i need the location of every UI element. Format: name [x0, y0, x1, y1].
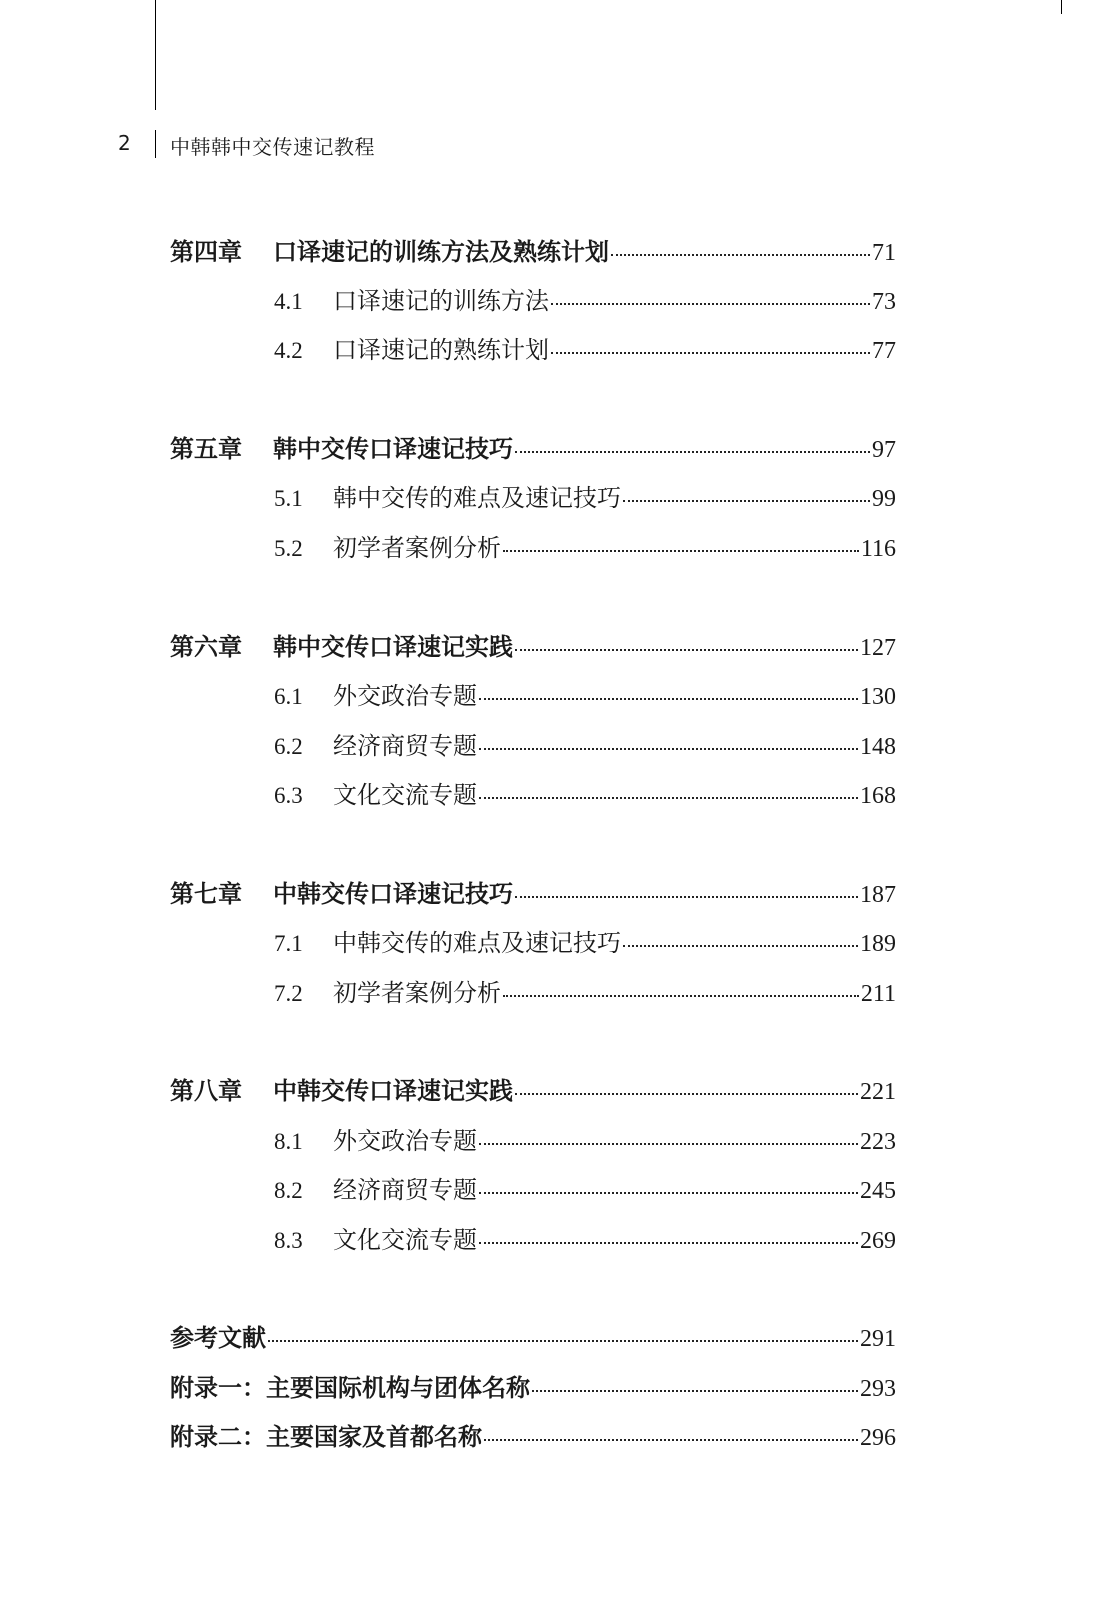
dot-leader — [503, 994, 859, 997]
dot-leader — [551, 302, 870, 305]
page-ref: 221 — [860, 1079, 896, 1105]
page-ref: 296 — [860, 1425, 896, 1451]
section-title: 初学者案例分析 — [333, 534, 501, 562]
dot-leader — [484, 1438, 858, 1441]
chapter-label: 第五章 — [170, 434, 242, 463]
dot-leader — [479, 697, 858, 700]
page-ref: 211 — [860, 981, 896, 1007]
header-divider — [155, 130, 156, 158]
dot-leader — [503, 549, 859, 552]
section-title: 口译速记的熟练计划 — [333, 336, 549, 364]
page-ref: 293 — [860, 1376, 896, 1402]
dot-leader — [479, 1241, 858, 1244]
toc-section-7-2[interactable] — [274, 973, 896, 1013]
page-ref: 77 — [872, 338, 896, 364]
section-number: 7.1 — [274, 931, 303, 956]
chapter-title: 口译速记的训练方法及熟练计划 — [273, 237, 609, 266]
dot-leader — [532, 1389, 858, 1392]
dot-leader — [479, 1191, 858, 1194]
section-number: 8.2 — [274, 1178, 303, 1203]
page-ref: 127 — [860, 635, 896, 661]
chapter-label: 第六章 — [170, 632, 242, 661]
toc-chapter-8[interactable] — [170, 1071, 896, 1111]
section-title: 外交政治专题 — [333, 682, 477, 710]
section-title: 文化交流专题 — [333, 1226, 477, 1254]
section-title: 经济商贸专题 — [333, 732, 477, 760]
page-number: 2 — [118, 131, 131, 155]
section-number: 5.2 — [274, 536, 303, 561]
dot-leader — [623, 499, 870, 502]
crop-mark-right — [1061, 0, 1062, 14]
toc-section-6-3[interactable] — [274, 775, 896, 815]
chapter-title: 韩中交传口译速记实践 — [273, 632, 513, 661]
appendix-title: 参考文献 — [170, 1323, 266, 1352]
dot-leader — [515, 648, 858, 651]
toc-chapter-7[interactable] — [170, 874, 896, 914]
toc-section-8-3[interactable] — [274, 1220, 896, 1260]
page-ref: 116 — [860, 536, 896, 562]
dot-leader — [479, 1142, 858, 1145]
appendix-title: 附录二：主要国家及首都名称 — [170, 1422, 482, 1451]
section-title: 中韩交传的难点及速记技巧 — [333, 929, 621, 957]
toc-appendix-2[interactable] — [170, 1417, 896, 1457]
dot-leader — [551, 351, 870, 354]
toc-section-8-1[interactable] — [274, 1121, 896, 1161]
toc-section-8-2[interactable] — [274, 1170, 896, 1210]
dot-leader — [623, 944, 858, 947]
chapter-label: 第七章 — [170, 879, 242, 908]
section-number: 8.1 — [274, 1129, 303, 1154]
page-ref: 269 — [860, 1228, 896, 1254]
toc-section-4-2[interactable] — [274, 330, 896, 370]
toc-appendix-1[interactable] — [170, 1368, 896, 1408]
chapter-title: 中韩交传口译速记实践 — [273, 1076, 513, 1105]
section-number: 6.2 — [274, 734, 303, 759]
dot-leader — [611, 253, 870, 256]
section-number: 7.2 — [274, 981, 303, 1006]
section-number: 5.1 — [274, 486, 303, 511]
appendix-title: 附录一：主要国际机构与团体名称 — [170, 1373, 530, 1402]
page-ref: 189 — [860, 931, 896, 957]
dot-leader — [515, 450, 870, 453]
dot-leader — [268, 1339, 858, 1342]
page-ref: 99 — [872, 486, 896, 512]
page-ref: 71 — [872, 240, 896, 266]
toc-section-4-1[interactable] — [274, 281, 896, 321]
section-number: 8.3 — [274, 1228, 303, 1253]
chapter-label: 第四章 — [170, 237, 242, 266]
toc-section-5-2[interactable] — [274, 528, 896, 568]
dot-leader — [479, 747, 858, 750]
page-ref: 223 — [860, 1129, 896, 1155]
page-ref: 148 — [860, 734, 896, 760]
page-ref: 187 — [860, 882, 896, 908]
toc-section-7-1[interactable] — [274, 923, 896, 963]
section-title: 文化交流专题 — [333, 781, 477, 809]
dot-leader — [515, 895, 858, 898]
toc-section-6-2[interactable] — [274, 726, 896, 766]
section-title: 口译速记的训练方法 — [333, 287, 549, 315]
page-ref: 168 — [860, 783, 896, 809]
section-title: 经济商贸专题 — [333, 1176, 477, 1204]
running-header-title: 中韩韩中交传速记教程 — [170, 135, 375, 159]
page-ref: 245 — [860, 1178, 896, 1204]
toc-section-5-1[interactable] — [274, 478, 896, 518]
toc-chapter-6[interactable] — [170, 627, 896, 667]
toc-chapter-4[interactable] — [170, 232, 896, 272]
page-ref: 97 — [872, 437, 896, 463]
page-ref: 73 — [872, 289, 896, 315]
page-ref: 291 — [860, 1326, 896, 1352]
section-number: 4.1 — [274, 289, 303, 314]
crop-mark-left — [155, 0, 156, 110]
dot-leader — [479, 796, 858, 799]
section-title: 外交政治专题 — [333, 1127, 477, 1155]
dot-leader — [515, 1092, 858, 1095]
section-title: 初学者案例分析 — [333, 979, 501, 1007]
page-ref: 130 — [860, 684, 896, 710]
chapter-label: 第八章 — [170, 1076, 242, 1105]
section-number: 4.2 — [274, 338, 303, 363]
section-title: 韩中交传的难点及速记技巧 — [333, 484, 621, 512]
section-number: 6.3 — [274, 783, 303, 808]
chapter-title: 中韩交传口译速记技巧 — [273, 879, 513, 908]
toc-references[interactable] — [170, 1318, 896, 1358]
toc-chapter-5[interactable] — [170, 429, 896, 469]
toc-section-6-1[interactable] — [274, 676, 896, 716]
chapter-title: 韩中交传口译速记技巧 — [273, 434, 513, 463]
section-number: 6.1 — [274, 684, 303, 709]
